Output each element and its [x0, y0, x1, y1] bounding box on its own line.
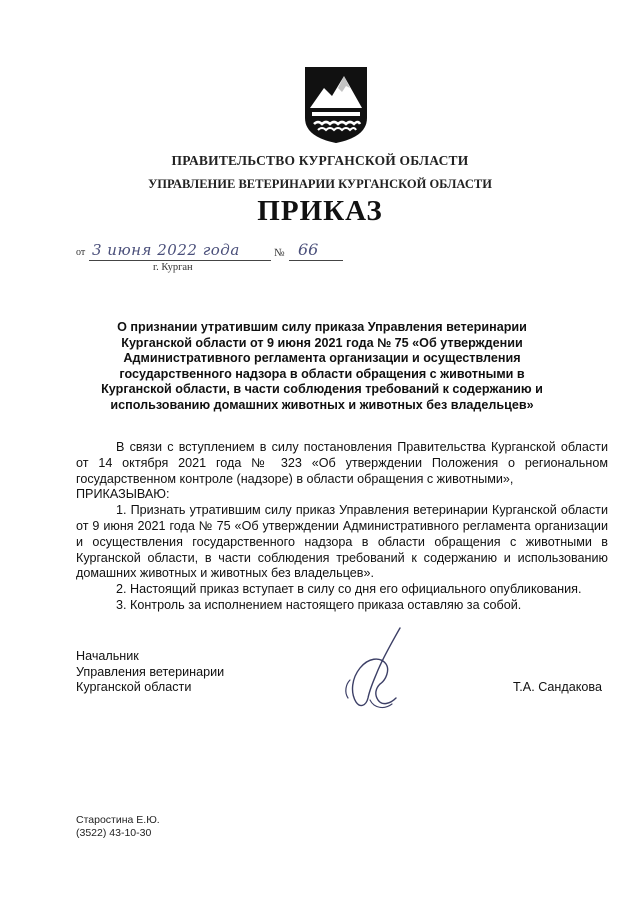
coat-of-arms-icon: [304, 66, 368, 144]
signer-position: [76, 649, 224, 696]
number-label: №: [274, 247, 285, 259]
executor-name: Старостина Е.Ю.: [76, 814, 160, 826]
signer-position-line: Управления ветеринарии: [76, 664, 225, 679]
from-label: от: [76, 247, 86, 258]
signer-name: Т.А. Сандакова: [513, 680, 602, 694]
number-underline: [289, 260, 343, 261]
date-underline: [89, 260, 271, 261]
dateline: [76, 239, 356, 265]
order-subject: О признании утратившим силу приказа Управления ветеринарии Курганской области от 9 июня 2021 года № 75 «Об утверждении Административного регламента организации и осуществления государственного надзора в области обращения с животными в Курганской области, в части соблюдения требований к содержанию и использованию домашних животных и животных без владельцев»: [101, 320, 543, 412]
order-item-2: 2. Настоящий приказ вступает в силу со дня его официального опубликования.: [116, 582, 582, 597]
city-label: г. Курган: [153, 262, 193, 273]
department-heading: УПРАВЛЕНИЕ ВЕТЕРИНАРИИ КУРГАНСКОЙ ОБЛАСТИ: [148, 177, 492, 191]
signer-position-line: Начальник: [76, 649, 139, 663]
handwritten-number: 66: [298, 240, 319, 259]
order-body: [76, 440, 608, 614]
signer-position-line: Курганской области: [76, 680, 192, 694]
order-word: ПРИКАЗЫВАЮ:: [76, 487, 170, 502]
preamble-paragraph: В связи с вступлением в силу постановления Правительства Курганской области от 14 октября 2021 года № 323 «Об утверждении Положения о региональном государственном контроле (надзоре) в области обращения с животными»,: [76, 440, 608, 486]
executor-info: [76, 814, 160, 840]
handwritten-signature: [330, 622, 420, 712]
order-item-1: 1. Признать утратившим силу приказ Управления ветеринарии Курганской области от 9 июня 2021 года № 75 «Об утверждении Административного регламента организации и осуществления государственного надзора в области обращения с животными в Курганской области, в части соблюдения требований к содержанию и использованию домашних животных и животных без владельцев».: [76, 503, 608, 581]
handwritten-date: 3 июня 2022 года: [92, 241, 240, 259]
order-item-3: 3. Контроль за исполнением настоящего приказа оставляю за собой.: [116, 597, 522, 612]
document-title: ПРИКАЗ: [257, 195, 383, 227]
government-heading: ПРАВИТЕЛЬСТВО КУРГАНСКОЙ ОБЛАСТИ: [171, 153, 469, 168]
executor-phone: (3522) 43-10-30: [76, 827, 152, 839]
